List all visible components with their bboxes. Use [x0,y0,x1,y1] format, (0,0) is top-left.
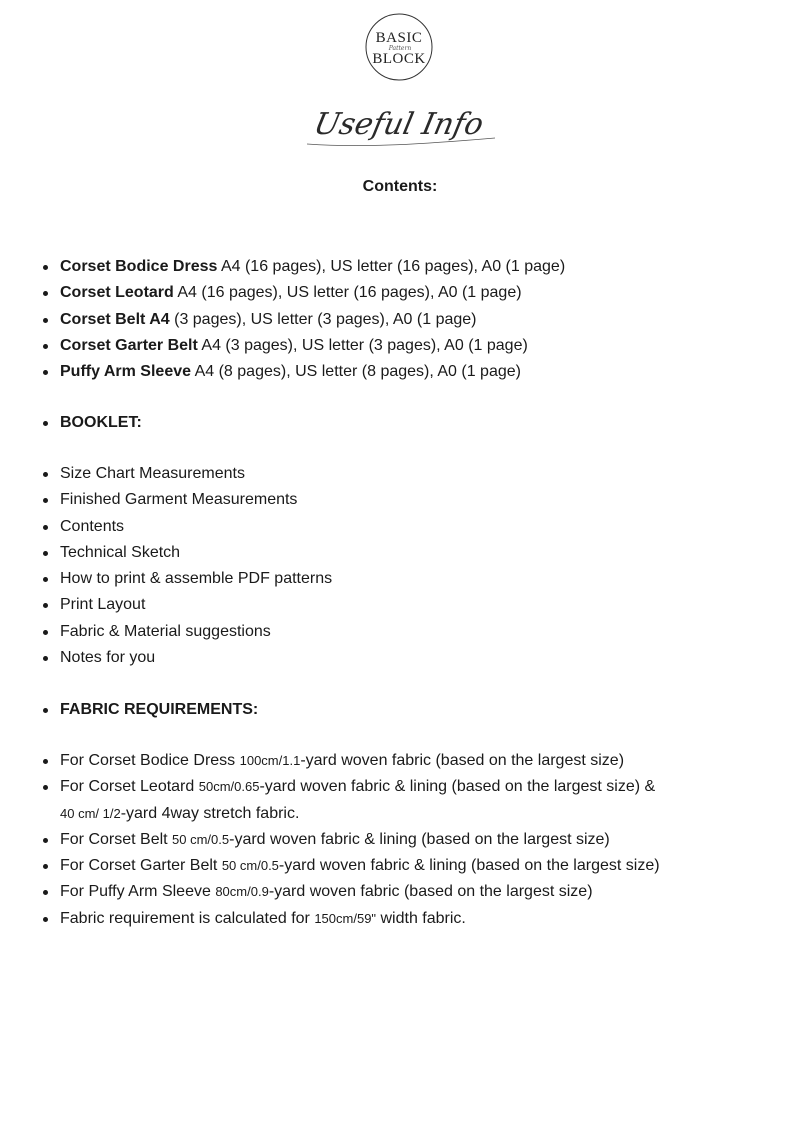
pattern-name: Corset Belt A4 [60,310,170,328]
logo-text-basic: BASIC [375,30,423,46]
fabric-amount: 150cm/59" [314,910,377,926]
booklet-item: Size Chart Measurements [40,461,780,487]
fabric-item [40,879,780,905]
script-title-text: Useful Info [310,107,487,142]
booklet-item: Finished Garment Measurements [40,487,780,513]
pattern-name: Corset Leotard [60,284,174,302]
fabric-text: For Corset Bodice Dress [60,752,240,769]
fabric-list [40,748,780,932]
fabric-heading-list [40,697,780,723]
pattern-item [40,280,780,306]
fabric-item [40,774,780,827]
pattern-name: Corset Bodice Dress [60,258,218,275]
fabric-amount: 100cm/1.1 [239,753,301,768]
fabric-text: For Corset Belt [60,830,173,848]
fabric-text: -yard woven fabric & lining (based on the largest size) & [259,778,656,796]
pattern-item [40,254,780,280]
booklet-item: How to print & assemble PDF patterns [40,566,780,592]
fabric-heading: FABRIC REQUIREMENTS: [40,697,780,723]
fabric-text: -yard 4way stretch fabric. [120,804,300,822]
fabric-amount: 50cm/0.65 [198,779,260,795]
fabric-item [40,906,780,932]
booklet-item: Notes for you [40,645,780,671]
pattern-item [40,333,780,359]
booklet-item: Contents [40,514,780,540]
fabric-text: -yard woven fabric & lining (based on the largest size) [229,830,610,848]
pattern-detail: A4 (8 pages), US letter (8 pages), A0 (1 page) [194,363,521,381]
fabric-text: -yard woven fabric (based on the largest size) [268,883,593,901]
logo-text-pattern: Pattern [388,45,412,52]
contents-heading: Contents: [362,178,438,195]
booklet-list [40,461,780,671]
fabric-text: For Corset Leotard [60,778,199,796]
fabric-text: For Corset Garter Belt [60,857,222,875]
fabric-text: Fabric requirement is calculated for [60,909,315,927]
fabric-item [40,827,780,853]
booklet-heading-list [40,410,780,436]
pattern-item [40,307,780,333]
fabric-amount: 80cm/0.9 [215,884,269,900]
fabric-item [40,748,780,774]
booklet-item: Fabric & Material suggestions [40,619,780,645]
pattern-name: Puffy Arm Sleeve [60,363,192,381]
fabric-text: width fabric. [376,909,466,927]
pattern-detail: (3 pages), US letter (3 pages), A0 (1 page) [174,310,477,328]
pattern-detail: A4 (16 pages), US letter (16 pages), A0 (1 page) [220,258,566,275]
logo-text-block: BLOCK [372,51,426,67]
booklet-item: Print Layout [40,592,780,618]
pattern-detail: A4 (3 pages), US letter (3 pages), A0 (1 page) [201,336,528,354]
script-title [305,94,505,154]
fabric-amount: 50 cm/0.5 [221,858,279,874]
booklet-heading: BOOKLET: [40,410,780,436]
fabric-text: For Puffy Arm Sleeve [60,883,216,901]
pattern-name: Corset Garter Belt [60,336,198,354]
fabric-item [40,853,780,879]
pattern-detail: A4 (16 pages), US letter (16 pages), A0 (1 page) [177,284,522,302]
pattern-list [40,254,780,385]
brand-logo [364,12,434,82]
fabric-amount: 40 cm/ 1/2 [60,805,121,821]
fabric-text: -yard woven fabric & lining (based on the largest size) [278,857,660,875]
fabric-amount: 50 cm/0.5 [172,831,230,847]
booklet-item: Technical Sketch [40,540,780,566]
pattern-item [40,359,780,385]
fabric-text: -yard woven fabric (based on the largest size) [300,752,625,769]
